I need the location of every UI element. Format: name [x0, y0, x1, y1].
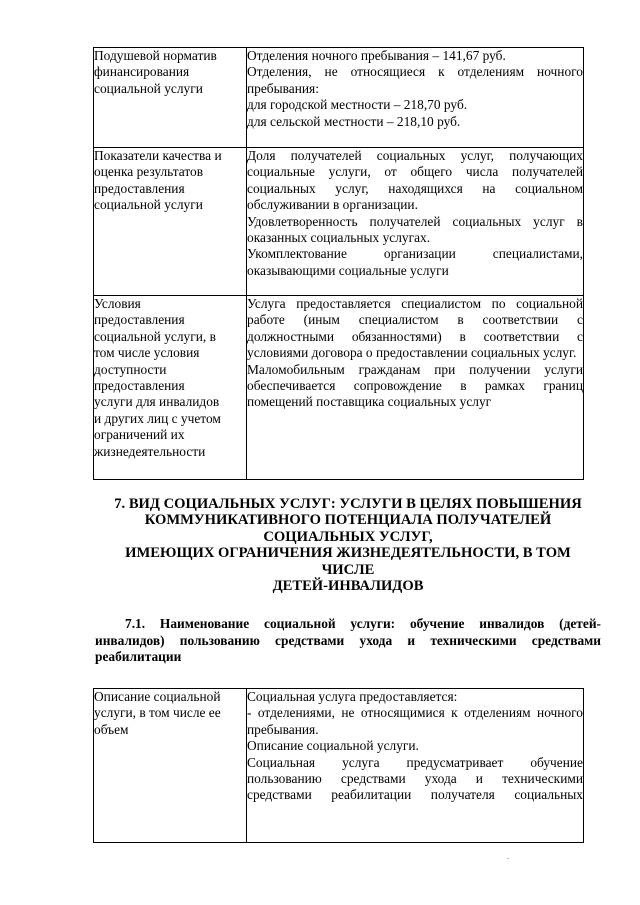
section-title-line: КОММУНИКАТИВНОГО ПОТЕНЦИАЛА ПОЛУЧАТЕЛЕЙ [144, 512, 552, 529]
financing-value-cell [247, 48, 584, 148]
financing-value-line: Отделения ночного пребывания – 141,67 руб. [247, 48, 506, 63]
section-title [95, 496, 601, 594]
description-value-paragraph: Социальная услуга предусматривает обучение пользованию средствами ухода и техническими средствами реабилитации получателя социальных [247, 754, 583, 803]
conditions-value-paragraph: Услуга предоставляется специалистом по социальной работе (иным специалистом в соответствии с должностными обязанностями) в соответствии с условиями договора о предоставлении социальных услуг. [247, 296, 583, 361]
description-value-paragraph: - отделениями, не относящимися к отделениям ночного пребывания. [247, 705, 583, 737]
section-title-line: ДЕТЕЙ-ИНВАЛИДОВ [272, 578, 424, 595]
quality-value-paragraph: Укомплектование организации специалистами, оказывающими социальные услуги [247, 246, 583, 278]
financing-value-line: для городской местности – 218,70 руб. [247, 97, 468, 113]
description-value-cell [247, 689, 584, 843]
section-title-line: СОЦИАЛЬНЫХ УСЛУГ, [263, 528, 433, 545]
quality-value-paragraph: Доля получателей социальных услуг, получающих социальные услуги, от общего числа получателей социальных услуг, находящихся на социальном обслуживании в организации. [247, 148, 583, 213]
table-row-quality [94, 148, 584, 296]
conditions-value-paragraph: Маломобильным гражданам при получении услуги обеспечивается сопровождение в рамках границ помещений поставщика социальных услуг [247, 361, 583, 410]
description-label-cell [94, 689, 247, 843]
description-value-paragraph: Описание социальной услуги. [247, 738, 419, 754]
service-description-table [93, 688, 584, 843]
table-row-conditions [94, 296, 584, 480]
quality-label: Показатели качества и оценка результатов предоставления социальной услуги [94, 148, 222, 213]
conditions-label-cell [94, 296, 247, 480]
section-title-line: ЧИСЛЕ [321, 561, 375, 578]
table-row-financing [94, 48, 584, 148]
quality-value-cell [247, 148, 584, 296]
quality-label-cell [94, 148, 247, 296]
scan-speck [507, 858, 509, 859]
section-title-line: ИМЕЮЩИХ ОГРАНИЧЕНИЯ ЖИЗНЕДЕЯТЕЛЬНОСТИ, В ТОМ [125, 545, 571, 562]
conditions-label: Условия предоставления социальной услуги, в том числе условия доступности предоставления услуги для инвалидов и других лиц с учетом ограничений их жизнедеятельности [94, 296, 221, 459]
financing-value-line: для сельской местности – 218,10 руб. [247, 113, 461, 129]
description-label: Описание социальной услуги, в том числе ее объем [94, 689, 221, 737]
quality-value-paragraph: Удовлетворенность получателей социальных услуг в оказанных социальных услугах. [247, 213, 583, 246]
financing-label: Подушевой норматив финансирования социальной услуги [94, 48, 217, 96]
conditions-value-cell [247, 296, 584, 480]
section-title-line: 7. ВИД СОЦИАЛЬНЫХ УСЛУГ: УСЛУГИ В ЦЕЛЯХ ПОВЫШЕНИЯ [114, 496, 582, 512]
financing-label-cell [94, 48, 247, 148]
financing-value-line: Отделения, не относящиеся к отделениям ночного пребывания: [247, 64, 583, 96]
table-row-description [94, 689, 584, 843]
description-value-paragraph: Социальная услуга предоставляется: [247, 689, 458, 704]
service-details-table [93, 47, 584, 480]
service-name-heading: 7.1. Наименование социальной услуги: обучение инвалидов (детей-инвалидов) пользованию средствами ухода и техническими средствами реабилитации [95, 616, 601, 664]
